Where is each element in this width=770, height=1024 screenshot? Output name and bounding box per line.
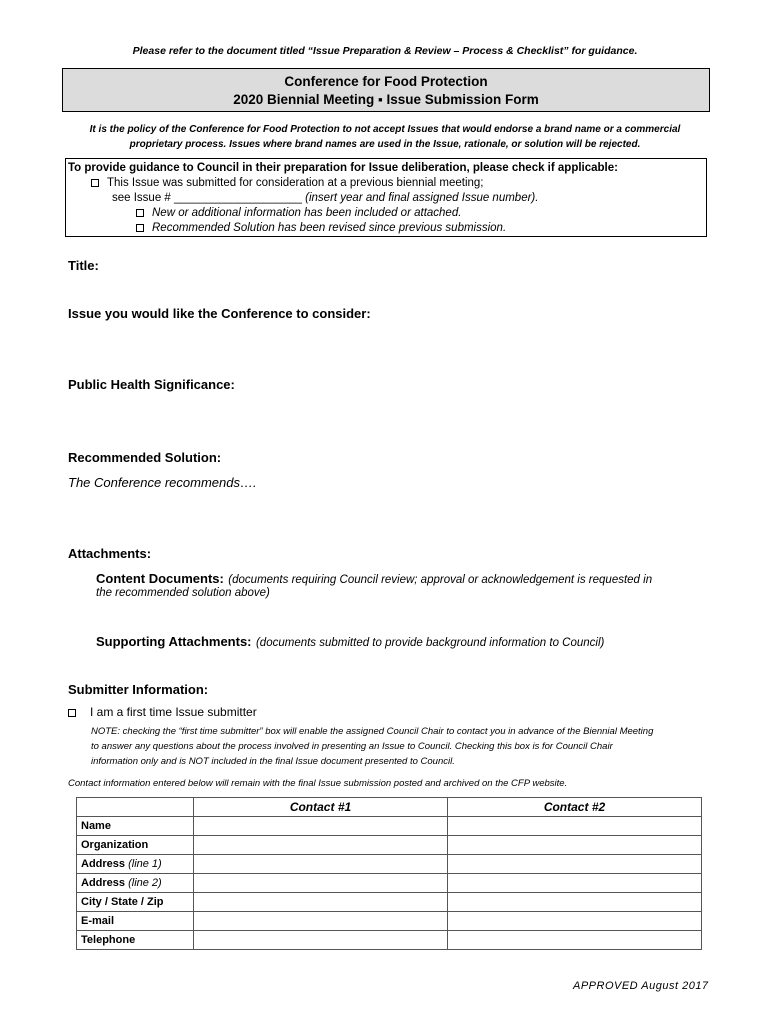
contact-1-telephone-input[interactable] bbox=[194, 931, 448, 950]
content-documents-desc-2: the recommended solution above) bbox=[96, 587, 270, 599]
previous-meeting-checkbox[interactable] bbox=[91, 179, 99, 187]
form-title: Conference for Food Protection bbox=[284, 74, 488, 89]
first-time-option bbox=[68, 705, 257, 719]
row-label-address-2 bbox=[77, 874, 194, 893]
previous-meeting-label: This Issue was submitted for consideration at a previous biennial meeting; bbox=[107, 177, 484, 189]
policy-statement bbox=[70, 122, 700, 152]
row-label-email bbox=[77, 912, 194, 931]
contact-2-organization-input[interactable] bbox=[448, 836, 702, 855]
attachments-label: Attachments: bbox=[68, 546, 152, 561]
contact-1-organization-input[interactable] bbox=[194, 836, 448, 855]
table-row bbox=[77, 893, 702, 912]
contact-1-header: Contact #1 bbox=[194, 798, 448, 817]
recommended-solution-label: Recommended Solution: bbox=[68, 450, 222, 465]
row-label-city-state-zip bbox=[77, 893, 194, 912]
contact-2-address-2-input[interactable] bbox=[448, 874, 702, 893]
note-line-2: to answer any questions about the process involved in presenting an Issue to Council. Checking this box is for Council Chair bbox=[91, 741, 613, 752]
see-issue-hint: (insert year and final assigned Issue number). bbox=[305, 192, 539, 204]
contact-2-address-1-input[interactable] bbox=[448, 855, 702, 874]
content-documents bbox=[96, 570, 716, 588]
policy-line-2: proprietary process. Issues where brand names are used in the Issue, rationale, or solution will be rejected. bbox=[129, 139, 641, 150]
table-row bbox=[77, 912, 702, 931]
see-issue-field[interactable]: see Issue # ____________________ bbox=[112, 192, 302, 204]
contact-1-city-state-zip-input[interactable] bbox=[194, 893, 448, 912]
contact-2-telephone-input[interactable] bbox=[448, 931, 702, 950]
previous-meeting-option bbox=[91, 177, 484, 189]
row-label-suffix: (line 1) bbox=[128, 858, 162, 870]
revised-solution-checkbox[interactable] bbox=[136, 224, 144, 232]
issue-label: Issue you would like the Conference to consider: bbox=[68, 306, 371, 321]
contact-table bbox=[76, 797, 702, 950]
contact-table-header bbox=[77, 798, 702, 817]
submitter-info-label: Submitter Information: bbox=[68, 682, 209, 697]
new-info-checkbox[interactable] bbox=[136, 209, 144, 217]
see-issue-line bbox=[112, 192, 538, 204]
council-guidance-box bbox=[65, 158, 707, 237]
row-label-text: City / State / Zip bbox=[81, 896, 164, 908]
row-label-organization bbox=[77, 836, 194, 855]
contact-1-address-2-input[interactable] bbox=[194, 874, 448, 893]
row-label-telephone bbox=[77, 931, 194, 950]
content-documents-desc-1: (documents requiring Council review; approval or acknowledgement is requested in bbox=[228, 574, 653, 586]
policy-line-1: It is the policy of the Conference for Food Protection to not accept Issues that would endorse a brand name or a commercial bbox=[89, 124, 681, 135]
supporting-attachments-title: Supporting Attachments: bbox=[96, 634, 252, 649]
contact-1-email-input[interactable] bbox=[194, 912, 448, 931]
row-label-text: Name bbox=[81, 820, 111, 832]
contact-1-address-1-input[interactable] bbox=[194, 855, 448, 874]
table-row bbox=[77, 817, 702, 836]
first-time-note bbox=[91, 724, 711, 769]
table-row bbox=[77, 836, 702, 855]
row-label-text: Telephone bbox=[81, 934, 136, 946]
recommendation-text: The Conference recommends…. bbox=[68, 475, 257, 490]
row-label-text: Organization bbox=[81, 839, 149, 851]
form-subtitle: 2020 Biennial Meeting ▪ Issue Submission Form bbox=[233, 92, 539, 107]
table-row bbox=[77, 855, 702, 874]
new-info-option bbox=[136, 207, 461, 219]
table-row bbox=[77, 931, 702, 950]
revised-solution-option bbox=[136, 222, 506, 234]
guidance-heading: To provide guidance to Council in their preparation for Issue deliberation, please check if applicable: bbox=[68, 162, 618, 174]
title-label: Title: bbox=[68, 258, 99, 273]
public-health-label: Public Health Significance: bbox=[68, 377, 235, 392]
contact-2-city-state-zip-input[interactable] bbox=[448, 893, 702, 912]
content-documents-title: Content Documents: bbox=[96, 571, 224, 586]
contact-2-header: Contact #2 bbox=[448, 798, 702, 817]
row-label-text: Address bbox=[81, 858, 126, 870]
form-header bbox=[62, 68, 710, 112]
guidance-note: Please refer to the document titled “Issue Preparation & Review – Process & Checklist” for guidance. bbox=[132, 45, 638, 57]
revised-solution-label: Recommended Solution has been revised since previous submission. bbox=[152, 222, 507, 234]
row-label-name bbox=[77, 817, 194, 836]
contact-2-email-input[interactable] bbox=[448, 912, 702, 931]
new-info-label: New or additional information has been included or attached. bbox=[152, 207, 462, 219]
supporting-attachments bbox=[96, 633, 716, 651]
row-label-suffix: (line 2) bbox=[128, 877, 162, 889]
note-line-1: NOTE: checking the “first time submitter” box will enable the assigned Council Chair to contact you in advance of the Biennial Meeting bbox=[91, 726, 654, 737]
row-label-text: E-mail bbox=[81, 915, 115, 927]
first-time-checkbox[interactable] bbox=[68, 709, 76, 717]
supporting-attachments-desc: (documents submitted to provide background information to Council) bbox=[255, 637, 605, 649]
first-time-label: I am a first time Issue submitter bbox=[90, 705, 257, 719]
header-blank-cell bbox=[77, 798, 194, 817]
row-label-text: Address bbox=[81, 877, 126, 889]
contact-1-name-input[interactable] bbox=[194, 817, 448, 836]
note-line-3: information only and is NOT included in the final Issue document presented to Council. bbox=[91, 756, 455, 767]
contact-retention-note: Contact information entered below will remain with the final Issue submission posted and archived on the CFP website. bbox=[68, 778, 568, 789]
approved-footer: APPROVED August 2017 bbox=[573, 980, 709, 992]
row-label-address-1 bbox=[77, 855, 194, 874]
table-row bbox=[77, 874, 702, 893]
contact-2-name-input[interactable] bbox=[448, 817, 702, 836]
